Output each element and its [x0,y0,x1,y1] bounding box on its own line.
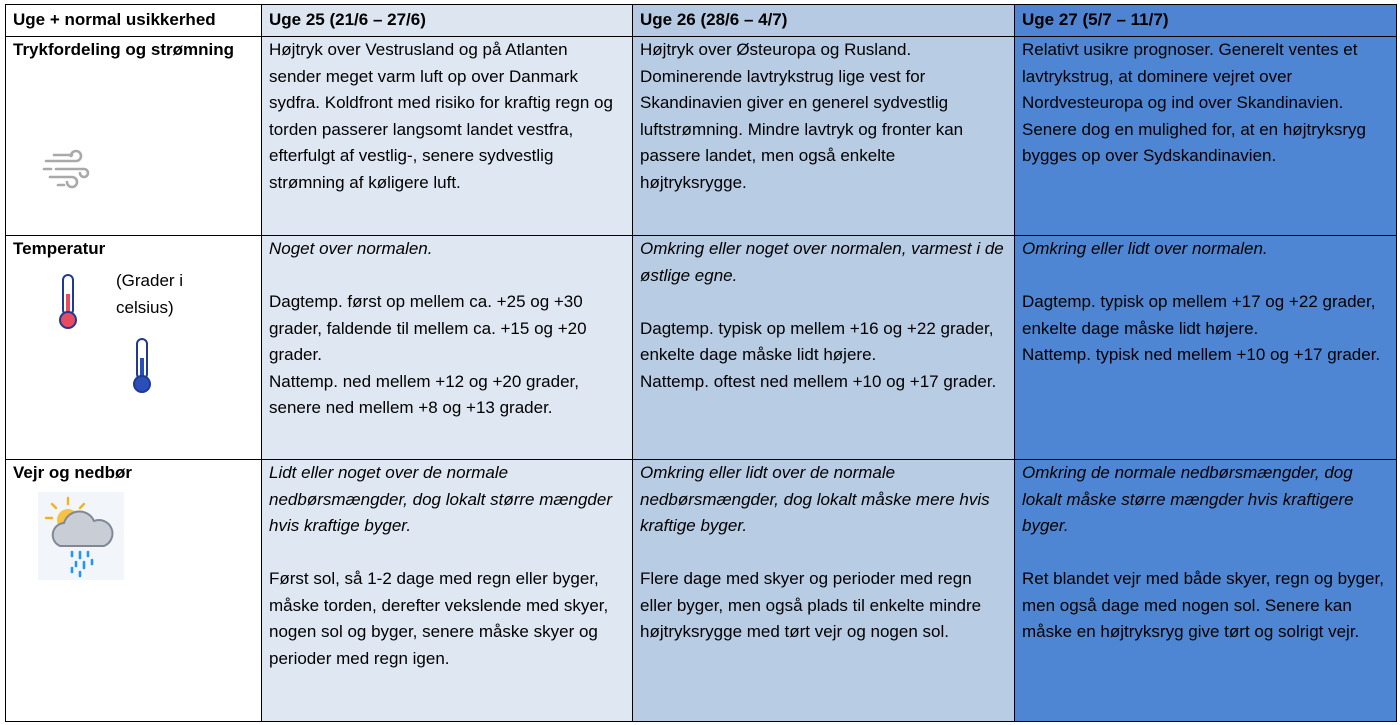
temperature-week-26-night: Nattemp. oftest ned mellem +10 og +17 grader. [640,371,997,391]
pressure-week-25-text: Højtryk over Vestrusland og på Atlanten sender meget varm luft op over Danmark sydfra. Koldfront med risiko for kraftig regn og torden passerer langsomt landet vestfra, efterfulgt af vestlig-, senere sydvestlig strømning af køligere luft. [269,40,613,192]
header-week-25: Uge 25 (21/6 – 27/6) [262,5,633,37]
thermometer-cold-icon [128,336,156,396]
row-label-pressure: Trykfordeling og strømning [13,40,235,59]
header-row [6,5,1397,37]
temperature-week-26-lead: Omkring eller noget over normalen, varmest i de østlige egne. [640,239,1004,285]
unit-note: (Grader i celsius) [116,271,184,317]
temperature-week-25-day: Dagtemp. først op mellem ca. +25 og +30 grader, faldende til mellem ca. +15 og +20 grader. [269,292,587,364]
spacer [269,540,624,567]
thermometer-warm-icon [54,272,82,332]
spacer [640,540,1006,567]
weather-week-25-lead: Lidt eller noget over de normale nedbørsmængder, dog lokalt større mængder hvis kraftige byger. [269,463,612,535]
temperature-week-26-day: Dagtemp. typisk op mellem +16 og +22 grader, enkelte dage måske lidt højere. [640,318,994,364]
row-weather [6,460,1397,722]
label-cell-temperature [6,236,262,460]
label-cell-pressure [6,37,262,236]
header-week-27: Uge 27 (5/7 – 11/7) [1015,5,1397,37]
header-week-26: Uge 26 (28/6 – 4/7) [633,5,1015,37]
sun-cloud-rain-icon [38,492,124,580]
pressure-week-27-text-b: Senere dog en mulighed for, at en højtryksryg bygges op over Sydskandinavien. [1022,119,1366,165]
row-temperature [6,236,1397,460]
weather-week-26-body: Flere dage med skyer og perioder med regn eller byger, men også plads til enkelte mindre højtryksrygge med tørt vejr og nogen sol. [640,569,982,641]
pressure-week-26 [633,37,1015,236]
weather-week-26 [633,460,1015,722]
temperature-week-27 [1015,236,1397,460]
pressure-week-26-text: Højtryk over Østeuropa og Rusland. Dominerende lavtrykstrug lige vest for Skandinavien giver en generel sydvestlig luftstrømning. Mindre lavtryk og fronter kan passere landet, men også enkelte højtryksrygge. [640,40,964,192]
temperature-week-25-lead: Noget over normalen. [269,239,433,258]
weather-week-25-body: Først sol, så 1-2 dage med regn eller byger, måske torden, derefter vekslende med skyer, nogen sol og byger, senere måske skyer og perioder med regn igen. [269,569,609,668]
wind-icon [42,147,90,191]
pressure-week-27-text-a: Relativt usikre prognoser. Generelt ventes et lavtrykstrug, at dominere vejret over Nordvesteuropa og ind over Skandinavien. [1022,40,1358,112]
temperature-week-25 [262,236,633,460]
row-pressure [6,37,1397,236]
pressure-week-27 [1015,37,1397,236]
weather-week-26-lead: Omkring eller lidt over de normale nedbørsmængder, dog lokalt måske mere hvis kraftige byger. [640,463,990,535]
temperature-week-27-night: Nattemp. typisk ned mellem +10 og +17 grader. [1022,345,1381,364]
row-label-temperature: Temperatur [13,239,106,258]
weather-week-27-body: Ret blandet vejr med både skyer, regn og byger, men også dage med nogen sol. Senere kan måske en højtryksryg give tørt og solrigt vejr. [1022,569,1384,641]
temperature-week-27-day: Dagtemp. typisk op mellem +17 og +22 grader, enkelte dage måske lidt højere. [1022,292,1376,338]
weather-week-25 [262,460,633,722]
weather-week-27-lead: Omkring de normale nedbørsmængder, dog lokalt måske større mængder hvis kraftigere byger. [1022,463,1354,535]
label-cell-weather [6,460,262,722]
forecast-table [5,4,1397,722]
weather-week-27 [1015,460,1397,722]
row-label-weather: Vejr og nedbør [13,463,133,482]
temperature-week-26 [633,236,1015,460]
header-label-col: Uge + normal usikkerhed [6,5,262,37]
pressure-week-25 [262,37,633,236]
spacer [1022,263,1388,290]
spacer [1022,540,1388,567]
spacer [640,289,1006,316]
temperature-week-27-lead: Omkring eller lidt over normalen. [1022,239,1268,258]
spacer [269,263,624,290]
temperature-week-25-night: Nattemp. ned mellem +12 og +20 grader, senere ned mellem +8 og +13 grader. [269,371,579,417]
